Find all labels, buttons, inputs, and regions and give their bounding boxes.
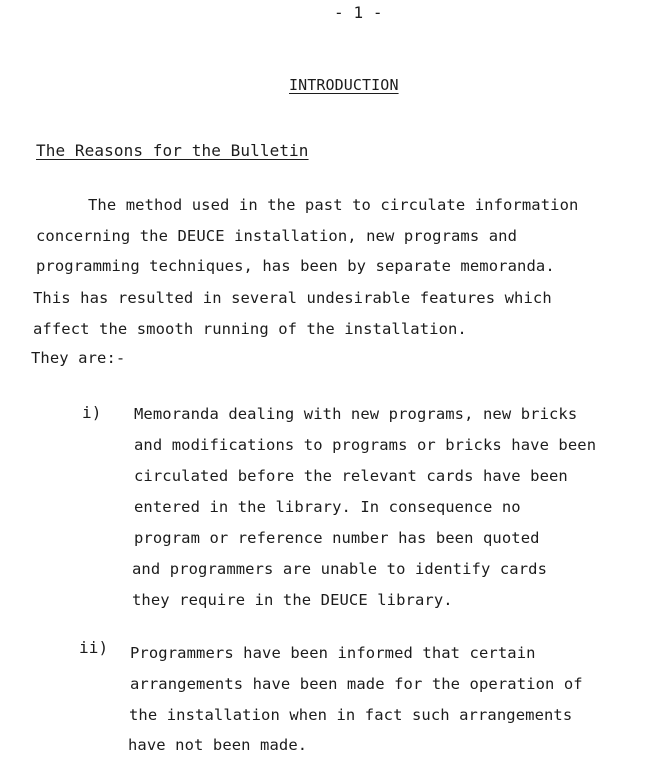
list-item-line: Memoranda dealing with new programs, new bricks [134,405,578,423]
intro-line: concerning the DEUCE installation, new programs and [36,227,518,245]
list-item-line: have not been made. [128,736,308,754]
list-item-line: the installation when in fact such arrangements [129,706,573,724]
intro-line: The method used in the past to circulate information [88,196,579,214]
intro-line: programming techniques, has been by separate memoranda. [36,257,555,275]
intro-line: This has resulted in several undesirable features which [33,289,552,307]
list-item-marker: ii) [79,638,109,657]
list-item-marker: i) [82,403,102,422]
list-item-line: Programmers have been informed that certain [130,644,536,662]
list-item-line: entered in the library. In consequence no [134,498,521,516]
list-item-line: and programmers are unable to identify cards [132,560,547,578]
page-number: - 1 - [334,3,383,22]
list-item-line: circulated before the relevant cards have been [134,467,568,485]
list-item-line: they require in the DEUCE library. [132,591,453,609]
list-item-line: and modifications to programs or bricks have been [134,436,597,454]
intro-line: They are:- [31,349,126,367]
section-heading: The Reasons for the Bulletin [36,141,309,160]
list-item-line: arrangements have been made for the operation of [130,675,583,693]
page-title: INTRODUCTION [289,76,399,94]
intro-line: affect the smooth running of the installation. [33,320,467,338]
list-item-line: program or reference number has been quoted [134,529,540,547]
